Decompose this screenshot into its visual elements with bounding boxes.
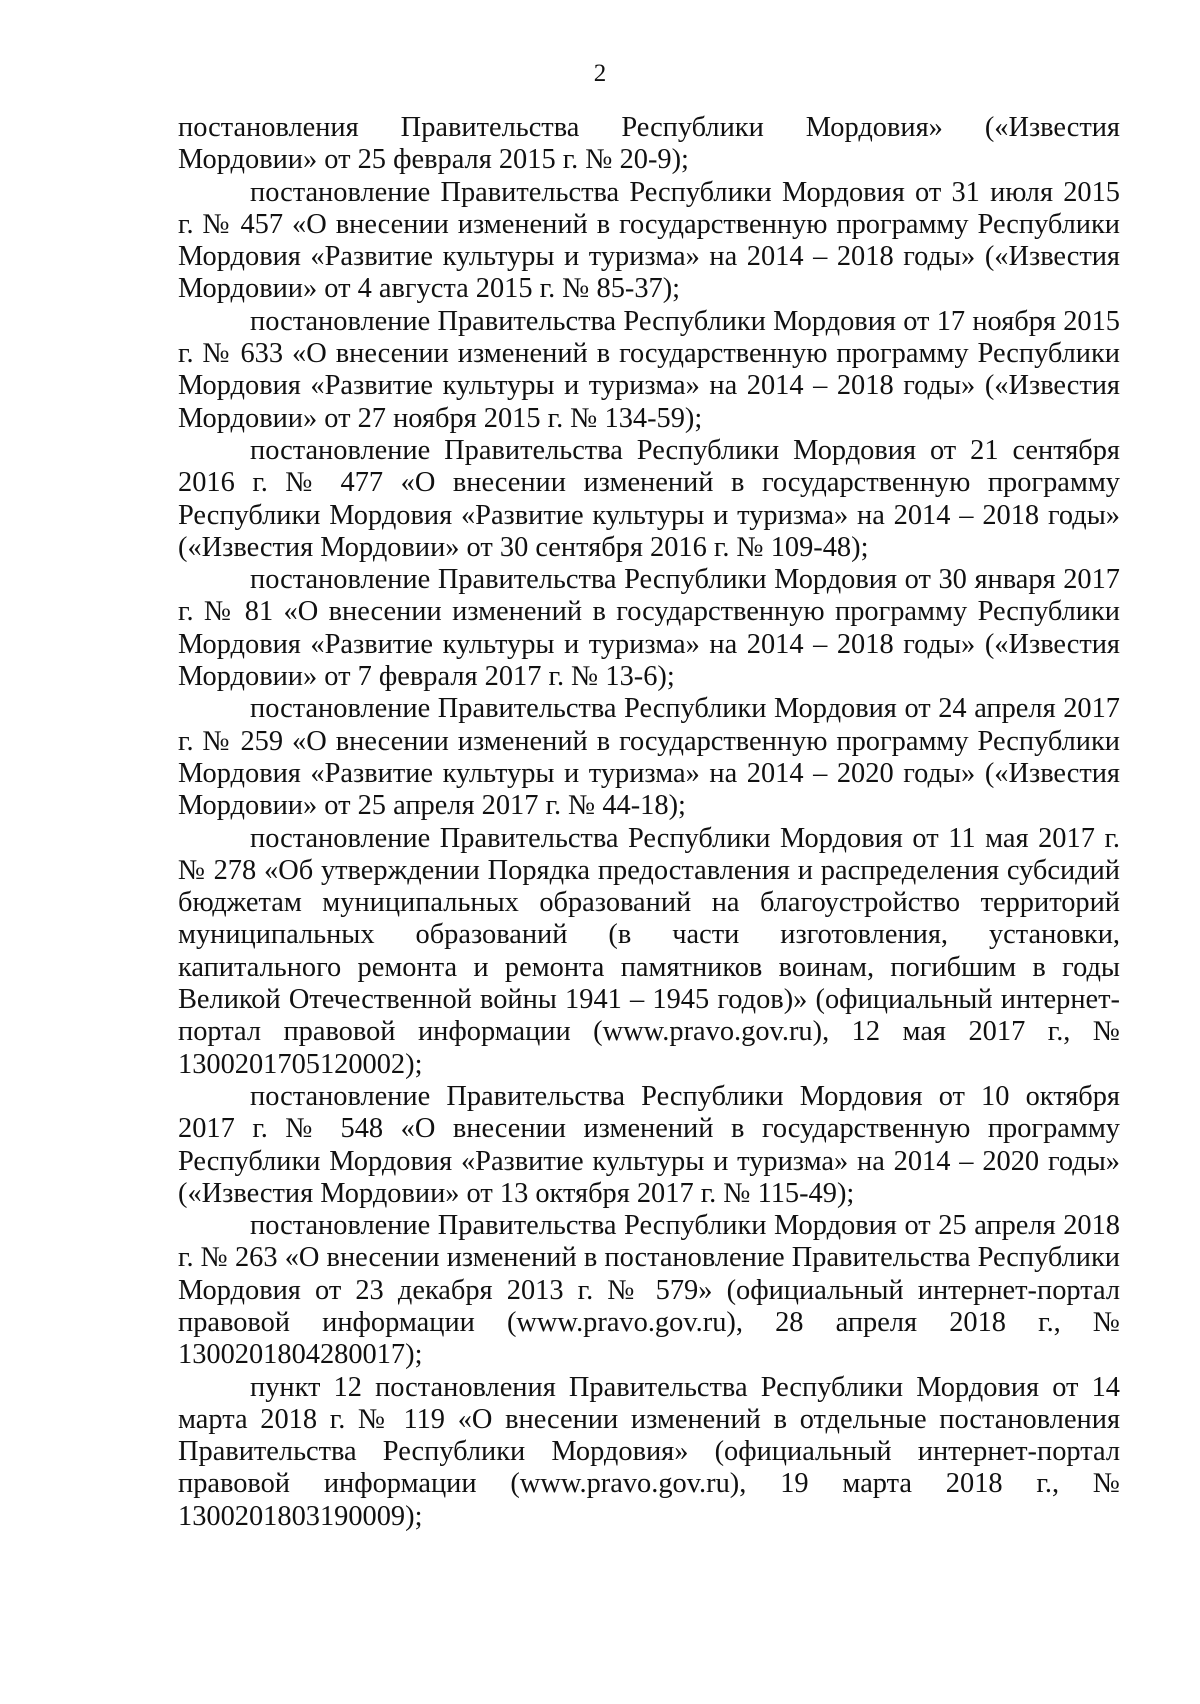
paragraph-1: постановления Правительства Республики Мордовия» («Известия Мордовии» от 25 февраля 2015 г. № 20-9); [178,112,1120,176]
paragraph-6: постановление Правительства Республики Мордовия от 24 апреля 2017 г. № 259 «О внесении изменений в государственную программу Республики Мордовия «Развитие культуры и туризма» на 2014 – 2020 годы» («Известия Мордовии» от 25 апреля 2017 г. № 44-18); [178,693,1120,822]
paragraph-10: пункт 12 постановления Правительства Республики Мордовия от 14 марта 2018 г. № 119 «О внесении изменений в отдельные постановления Правительства Республики Мордовия» (официальный интернет-портал правовой информации (www.pravo.gov.ru), 19 марта 2018 г., № 1300201803190009); [178,1371,1120,1532]
paragraph-9: постановление Правительства Республики Мордовия от 25 апреля 2018 г. № 263 «О внесении изменений в постановление Правительства Республики Мордовия от 23 декабря 2013 г. № 579» (официальный интернет-портал правовой информации (www.pravo.gov.ru), 28 апреля 2018 г., № 1300201804280017); [178,1210,1120,1371]
paragraph-2: постановление Правительства Республики Мордовия от 31 июля 2015 г. № 457 «О внесении изменений в государственную программу Республики Мордовия «Развитие культуры и туризма» на 2014 – 2018 годы» («Известия Мордовии» от 4 августа 2015 г. № 85-37); [178,176,1120,305]
paragraph-3: постановление Правительства Республики Мордовия от 17 ноября 2015 г. № 633 «О внесении изменений в государственную программу Республики Мордовия «Развитие культуры и туризма» на 2014 – 2018 годы» («Известия Мордовии» от 27 ноября 2015 г. № 134-59); [178,305,1120,434]
paragraph-8: постановление Правительства Республики Мордовия от 10 октября 2017 г. № 548 «О внесении изменений в государственную программу Республики Мордовия «Развитие культуры и туризма» на 2014 – 2020 годы» («Известия Мордовии» от 13 октября 2017 г. № 115-49); [178,1080,1120,1209]
page-number: 2 [593,60,607,87]
paragraph-7: постановление Правительства Республики Мордовия от 11 мая 2017 г. № 278 «Об утверждении Порядка предоставления и распределения субсидий бюджетам муниципальных образований на благоустройство территорий муниципальных образований (в части изготовления, установки, капитального ремонта и ремонта памятников воинам, погибшим в годы Великой Отечественной войны 1941 – 1945 годов)» (официальный интернет-портал правовой информации (www.pravo.gov.ru), 12 мая 2017 г., № 1300201705120002); [178,822,1120,1080]
paragraph-5: постановление Правительства Республики Мордовия от 30 января 2017 г. № 81 «О внесении изменений в государственную программу Республики Мордовия «Развитие культуры и туризма» на 2014 – 2018 годы» («Известия Мордовии» от 7 февраля 2017 г. № 13-6); [178,564,1120,693]
paragraph-4: постановление Правительства Республики Мордовия от 21 сентября 2016 г. № 477 «О внесении изменений в государственную программу Республики Мордовия «Развитие культуры и туризма» на 2014 – 2018 годы» («Известия Мордовии» от 30 сентября 2016 г. № 109-48); [178,434,1120,563]
document-body [178,112,1120,1533]
